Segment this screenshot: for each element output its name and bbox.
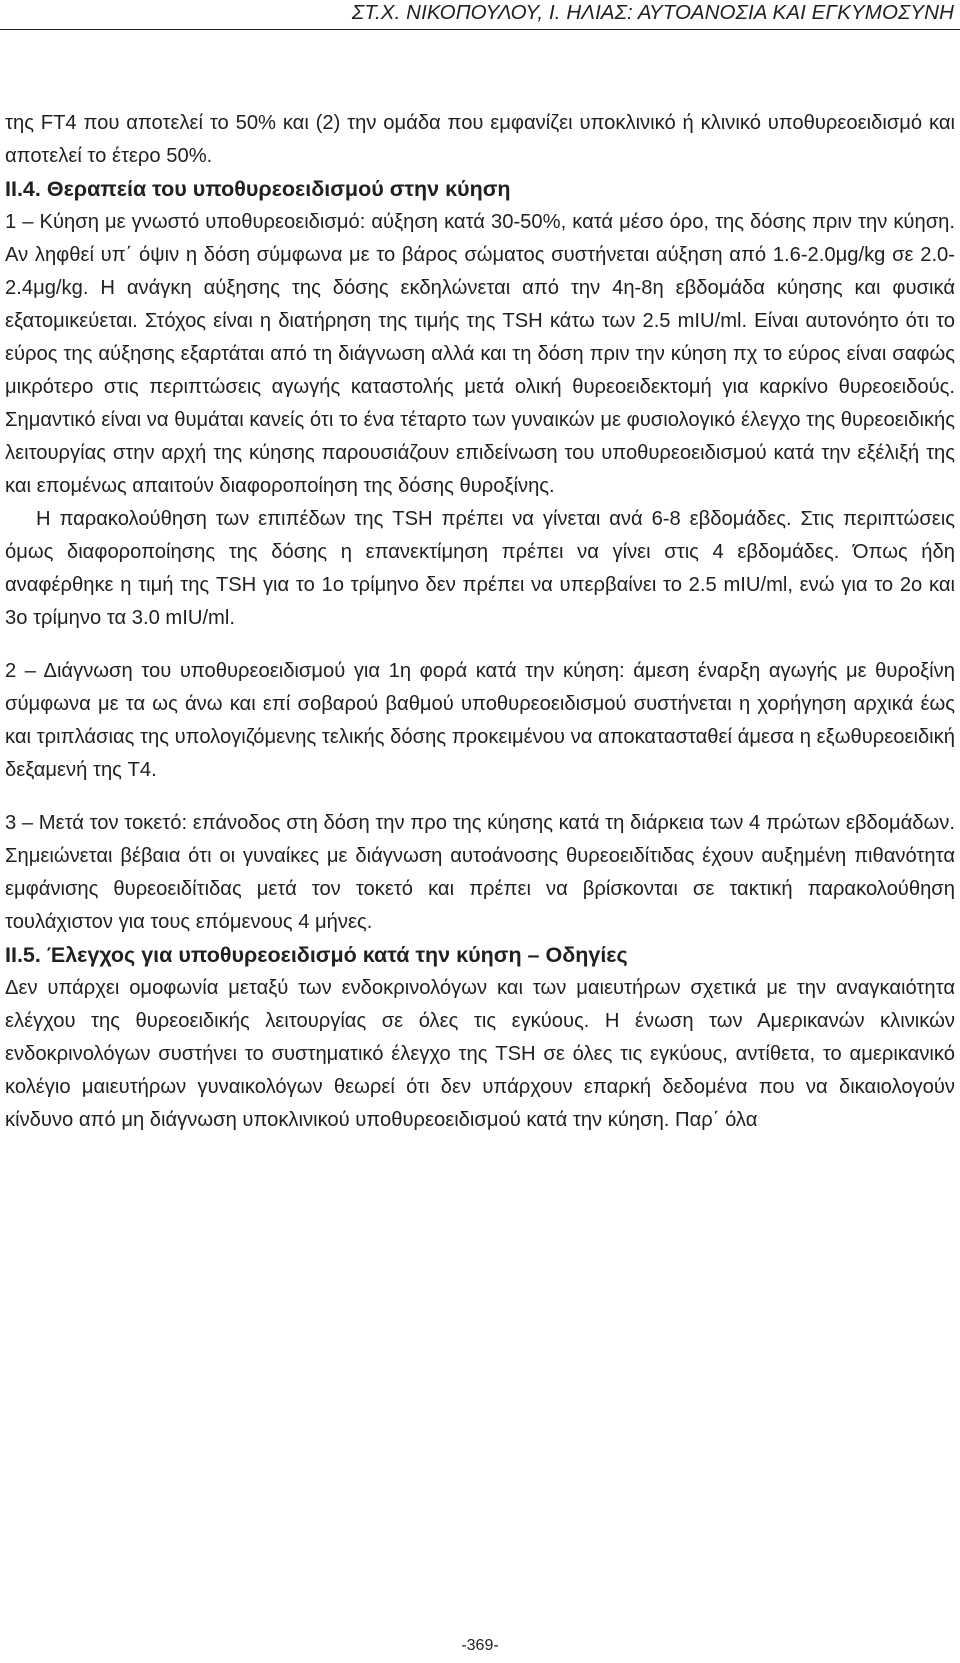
section-5-paragraph: Δεν υπάρχει ομοφωνία μεταξύ των ενδοκρινολόγων και των μαιευτήρων σχετικά με την αναγκαιότητα ελέγχου της θυρεοειδικής λειτουργίας σε όλες τις εγκύους. Η ένωση των Αμερικανών κλινικών ενδοκρινολόγων συστήνει το συστηματικό έλεγχο της TSH σε όλες τις εγκύους, αντίθετα, το αμερικανικό κολέγιο μαιευτήρων γυναικολόγων θεωρεί ότι δεν υπάρχουν επαρκή δεδομένα που να δικαιολογούν κίνδυνο από μη διάγνωση υποκλινικού υποθυρεοειδισμού κατά την κύηση. Παρ΄ όλα [5, 977, 955, 1131]
section-heading-4 [5, 173, 955, 206]
section-number: ΙΙ.5. [5, 943, 41, 967]
list-item-3: 3 – Μετά τον τοκετό: επάνοδος στη δόση την προ της κύησης κατά τη διάρκεια των 4 πρώτων εβδομάδων. Σημειώνεται βέβαια ότι οι γυναίκες με διάγνωση αυτοάνοσης θυρεοειδίτιδας έχουν αυξημένη πιθανότητα εμφάνισης θυρεοειδίτιδας μετά τον τοκετό και πρέπει να βρίσκονται σε τακτική παρακολούθηση τουλάχιστον για τους επόμενους 4 μήνες. [5, 812, 955, 933]
intro-paragraph: της FT4 που αποτελεί το 50% και (2) την ομάδα που εμφανίζει υποκλινικό ή κλινικό υποθυρεοειδισμό και αποτελεί το έτερο 50%. [5, 112, 955, 167]
section-title: Θεραπεία του υποθυρεοειδισμού στην κύηση [46, 177, 511, 201]
section-heading-5 [5, 939, 955, 972]
running-header: ΣΤ.Χ. ΝΙΚΟΠΟΥΛΟΥ, Ι. ΗΛΙΑΣ: ΑΥΤΟΑΝΟΣΙΑ ΚΑΙ ΕΓΚΥΜΟΣΥΝΗ [351, 1, 954, 24]
section-title: Έλεγχος για υποθυρεοειδισμό κατά την κύηση – Οδηγίες [46, 943, 628, 967]
section-number: ΙΙ.4. [5, 177, 41, 201]
list-item-2: 2 – Διάγνωση του υποθυρεοειδισμού για 1η φορά κατά την κύηση: άμεση έναρξη αγωγής με θυροξίνη σύμφωνα με τα ως άνω και επί σοβαρού βαθμού υποθυρεοειδισμού συστήνεται η χορήγηση αρχικά έως και τριπλάσιας της υπολογιζόμενης τελικής δόσης προκειμένου να αποκατασταθεί άμεσα η εξωθυρεοειδική δεξαμενή της T4. [5, 660, 955, 781]
page-body [5, 107, 955, 1137]
list-item-1: 1 – Κύηση με γνωστό υποθυρεοειδισμό: αύξηση κατά 30-50%, κατά μέσο όρο, της δόσης πριν την κύηση. Αν ληφθεί υπ΄ όψιν η δόση σύμφωνα με το βάρος σώματος συστήνεται αύξηση από 1.6-2.0μg/kg σε 2.0-2.4μg/kg. Η ανάγκη αύξησης της δόσης εκδηλώνεται από την 4η-8η εβδομάδα κύησης και φυσικά εξατομικεύεται. Στόχος είναι η διατήρηση της τιμής της TSH κάτω των 2.5 mIU/ml. Είναι αυτονόητο ότι το εύρος της αύξησης εξαρτάται από τη διάγνωση αλλά και τη δόση πριν την κύηση πχ το εύρος είναι σαφώς μικρότερο στις περιπτώσεις αγωγής καταστολής μετά ολική θυρεοειδεκτομή για καρκίνο θυρεοειδούς. Σημαντικό είναι να θυμάται κανείς ότι το ένα τέταρτο των γυναικών με φυσιολογικό έλεγχο της θυρεοειδικής λειτουργίας στην αρχή της κύησης παρουσιάζουν επιδείνωση του υποθυρεοειδισμού κατά την εξέλιξή της και επομένως απαιτούν διαφοροποίηση της δόσης θυροξίνης. [5, 211, 955, 497]
list-item-1-followup: Η παρακολούθηση των επιπέδων της TSH πρέπει να γίνεται ανά 6-8 εβδομάδες. Στις περιπτώσεις όμως διαφοροποίησης της δόσης η επανεκτίμηση πρέπει να γίνει στις 4 εβδομάδες. Όπως ήδη αναφέρθηκε η τιμή της TSH για το 1ο τρίμηνο δεν πρέπει να υπερβαίνει το 2.5 mIU/ml, ενώ για το 2ο και 3ο τρίμηνο τα 3.0 mIU/ml. [5, 508, 955, 629]
header-rule [0, 29, 960, 30]
page-number: -369- [461, 1637, 499, 1654]
